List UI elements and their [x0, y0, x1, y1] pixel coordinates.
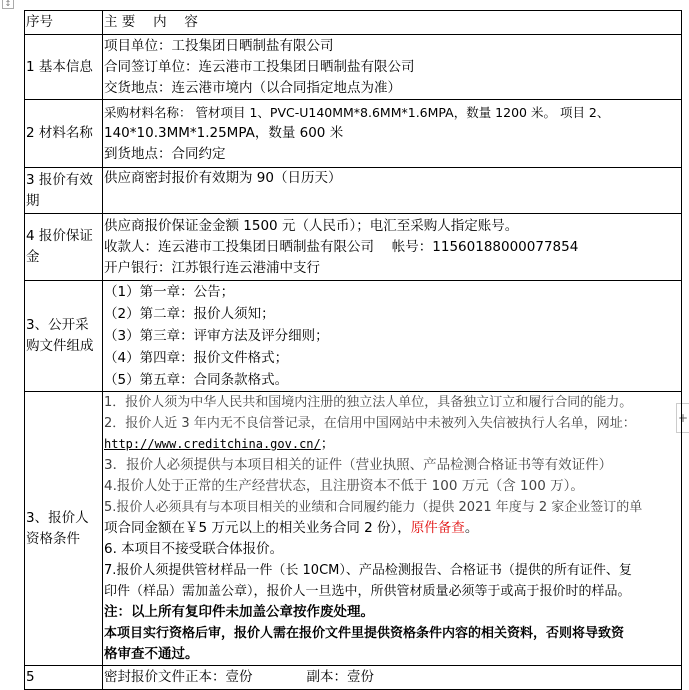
table-row	[25, 392, 682, 666]
header-seq: 序号	[25, 11, 103, 35]
row-content	[103, 168, 682, 214]
chapter-item: （4）第四章：报价文件格式；	[104, 350, 289, 366]
requirement-2: 2．报价人近 3 年内无不良信誉记录，在信用中国网站中未被列入失信被执行人名单，网址：	[104, 416, 636, 431]
table-row	[25, 35, 682, 100]
text-line: 采购材料名称： 管材项目 1、PVC-U140MM*8.6MM*1.6MPA，数量 1200 米。 项目 2、	[104, 105, 610, 120]
row-label: 2 材料名称	[25, 100, 103, 168]
plus-icon[interactable]: +	[676, 403, 689, 433]
table-header-row	[25, 11, 682, 35]
chapter-item: （2）第二章：报价人须知；	[104, 306, 275, 322]
final-note: 本项目实行资格后审，报价人需在报价文件里提供资格条件内容的相关资料，否则将导致资	[104, 626, 625, 641]
text-line: 收款人：连云港市工投集团日晒制盐有限公司 帐号：11560188000077854	[104, 238, 579, 255]
row-content	[103, 281, 682, 392]
text-line: 供应商报价保证金金额 1500 元（人民币）；电汇至采购人指定账号。	[104, 217, 519, 234]
punct: 。	[464, 520, 479, 536]
text-line: 交货地点：连云港市境内（以合同指定地点为准）	[104, 79, 401, 96]
requirement-5-cont: 项合同金额在￥5 万元以上的相关业务合同 2 份），	[104, 520, 411, 536]
text-line: 开户银行：江苏银行连云港浦中支行	[104, 259, 320, 276]
row-label: 4 报价保证金	[25, 214, 103, 281]
final-note-cont: 格审查不通过。	[104, 646, 199, 662]
requirement-7-cont: 印件（样品）需加盖公章），报价人一旦选中，所供管材质量必须等于或高于报价时的样品。	[104, 584, 631, 599]
requirement-6: 6. 本项目不接受联合体报价。	[104, 541, 284, 557]
row-label: 3、公开采购文件组成	[25, 281, 103, 392]
row-label: 5	[25, 666, 103, 690]
row-content	[103, 392, 682, 666]
row-label: 3 报价有效期	[25, 168, 103, 214]
chapter-item: （1）第一章：公告；	[104, 284, 235, 300]
punct: ；	[320, 436, 335, 452]
text-line: 140*10.3MM*1.25MPA，数量 600 米	[104, 125, 344, 141]
row-content	[103, 100, 682, 168]
requirement-7: 7.报价人须提供管材样品一件（长 10CM）、产品检测报告、合格证书（提供的所有证件、复	[104, 563, 632, 578]
header-content: 主 要 内 容	[103, 11, 682, 35]
table-row	[25, 281, 682, 392]
row-content	[103, 35, 682, 100]
chapter-item: （5）第五章：合同条款格式。	[104, 372, 289, 388]
row-content: 密封报价文件正本：壹份 副本：壹份	[103, 666, 682, 690]
table-row	[25, 168, 682, 214]
requirement-4: 4.报价人处于正常的生产经营状态，且注册资本不低于 100 万元（含 100 万）。	[104, 478, 584, 494]
requirement-1: 1．报价人须为中华人民共和国境内注册的独立法人单位，具备独立订立和履行合同的能力。	[104, 395, 633, 410]
requirement-5: 5.报价人必须具有与本项目相关的业绩和合同履约能力（提供 2021 年度与 2 家企业签订的单	[104, 500, 643, 515]
requirement-3: 3．报价人必须提供与本项目相关的证件（营业执照、产品检测合格证书等有效证件）	[104, 457, 613, 473]
original-check-note: 原件备查	[410, 520, 465, 536]
creditchina-link[interactable]: http://www.creditchina.gov.cn/	[104, 437, 321, 451]
row-label: 1 基本信息	[25, 35, 103, 100]
table-row	[25, 666, 682, 690]
text-line: 供应商密封报价有效期为 90（日历天）	[104, 170, 342, 186]
note: 注：以上所有复印件未加盖公章按作废处理。	[104, 604, 374, 620]
text-line: 到货地点：合同约定	[104, 146, 226, 162]
table-row	[25, 100, 682, 168]
procurement-table	[24, 10, 682, 690]
text-line: 项目单位：工投集团日晒制盐有限公司	[104, 37, 334, 54]
chapter-item: （3）第三章：评审方法及评分细则；	[104, 328, 329, 344]
table-row	[25, 214, 682, 281]
row-label: 3、报价人资格条件	[25, 392, 103, 666]
anchor-icon[interactable]: ↕	[2, 0, 14, 9]
text-line: 合同签订单位：连云港市工投集团日晒制盐有限公司	[104, 58, 415, 75]
row-content	[103, 214, 682, 281]
